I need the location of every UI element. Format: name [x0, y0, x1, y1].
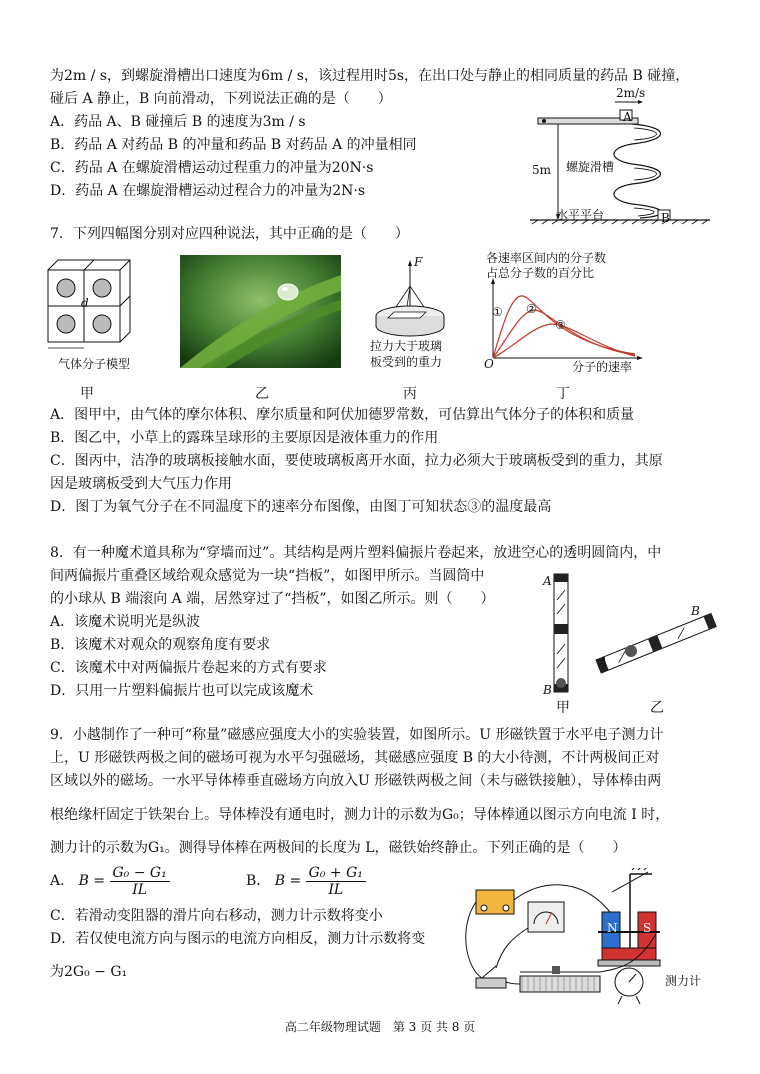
- q8-option-d: D．只用一片塑料偏振片也可以完成该魔术: [50, 683, 314, 699]
- q7-ding-title-2: 占总分子数的百分比: [486, 266, 595, 280]
- q9-option-a-prefix: A．: [50, 873, 75, 889]
- q7-ding-curve-2: ②: [526, 302, 537, 316]
- q9-line3: 区域以外的磁场。一水平导体棒垂直磁场方向放入U 形磁铁两极之间（未与磁铁接触），导体棒由两: [50, 773, 662, 789]
- q8-tilted-b-label: B: [691, 604, 700, 618]
- q7-ding-label: 丁: [556, 386, 570, 402]
- q9-option-b-denominator: IL: [328, 881, 344, 898]
- q7-option-d: D．图丁为氧气分子在不同温度下的速率分布图像，由图丁可知状态③的温度最高: [50, 499, 552, 515]
- q6-option-c: C．药品 A 在螺旋滑槽运动过程重力的冲量为20N·s: [50, 160, 374, 176]
- q7-ding-origin: O: [484, 357, 494, 371]
- q8-yi-label: 乙: [650, 700, 664, 716]
- q8-line1: 8．有一种魔术道具称为“穿墙而过”。其结构是两片塑料偏振片卷起来，放进空心的透明圆筒内，中: [50, 545, 662, 561]
- q6-line2: 碰后 A 静止，B 向前滑动，下列说法正确的是（ ）: [50, 91, 392, 107]
- q7-ding-curve-1: ①: [492, 305, 503, 319]
- q9-magnet-n-label: N: [607, 921, 618, 935]
- q9-option-b: [246, 864, 366, 898]
- q9-option-a-numerator: G₀ − G₁: [110, 865, 170, 882]
- page-footer: 高二年级物理试题 第 3 页 共 8 页: [284, 1020, 476, 1034]
- q7-jia-caption: 气体分子模型: [58, 357, 131, 371]
- q7-bing-caption-2: 板受到的重力: [370, 355, 443, 369]
- q7-option-c: C．图丙中，洁净的玻璃板接触水面，要使玻璃板离开水面，拉力必须大于玻璃板受到的重力，其原: [50, 453, 663, 469]
- q9-option-b-numerator: G₀ + G₁: [306, 865, 366, 882]
- q6-platform-label: 水平平台: [556, 208, 605, 222]
- q8-tilted-a-label: A: [599, 655, 608, 669]
- q6-height-label: 5m: [532, 163, 552, 177]
- q7-option-c-cont: 因是玻璃板受到大气压力作用: [50, 476, 232, 492]
- q8-option-a: A．该魔术说明光是纵波: [50, 614, 201, 630]
- q8-tube-b-label: B: [543, 683, 552, 697]
- q6-block-a-label: A: [623, 110, 632, 124]
- q7-yi-label: 乙: [255, 386, 269, 402]
- q7-option-a: A．图甲中，由气体的摩尔体积、摩尔质量和阿伏加德罗常数，可估算出气体分子的体积和质量: [50, 407, 635, 423]
- q9-line2: 上，U 形磁铁两极之间的磁场可视为水平匀强磁场，其磁感应强度 B 的大小待测，不计两极间正对: [50, 750, 660, 766]
- q9-option-b-lhs: B =: [274, 873, 302, 889]
- q6-option-a: A．药品 A、B 碰撞后 B 的速度为3m / s: [50, 114, 306, 130]
- q7-option-b: B．图乙中，小草上的露珠呈球形的主要原因是液体重力的作用: [50, 430, 439, 446]
- q6-option-b: B．药品 A 对药品 B 的冲量和药品 B 对药品 A 的冲量相同: [50, 137, 417, 153]
- q8-option-b: B．该魔术对观众的观察角度有要求: [50, 637, 271, 653]
- q6-line1: 为2m / s，到螺旋滑槽出口速度为6m / s，该过程用时5s，在出口处与静止的相同质量的药品 B 碰撞，: [50, 68, 690, 84]
- polarizer-tube-figure: [538, 570, 718, 700]
- q8-tube-a-label: A: [543, 574, 552, 588]
- q9-option-a-denominator: IL: [132, 881, 148, 898]
- q9-option-d-cont: 为2G₀ − G₁: [50, 964, 128, 980]
- q8-jia-label: 甲: [556, 700, 570, 716]
- q9-option-b-prefix: B．: [246, 873, 271, 889]
- q9-option-c: C．若滑动变阻器的滑片向右移动，测力计示数将变小: [50, 908, 383, 924]
- q8-line2: 间两偏振片重叠区域给观众感觉为一块“挡板”，如图甲所示。当圆筒中: [50, 568, 485, 584]
- q7-bing-label: 丙: [403, 386, 417, 402]
- q9-option-b-fraction: [306, 865, 366, 898]
- q9-line1: 9．小越制作了一种可“称量”磁感应强度大小的实验装置，如图所示。U 形磁铁置于水平电子测力计: [50, 727, 664, 743]
- q9-option-a: [50, 864, 170, 898]
- q7-jia-label: 甲: [80, 386, 94, 402]
- q9-line4: 根绝缘杆固定于铁架台上。导体棒没有通电时，测力计的示数为G₀；导体棒通以图示方向电流 I 时，: [50, 807, 670, 823]
- q9-magnet-s-label: S: [643, 921, 652, 935]
- q7-ding-xlabel: 分子的速率: [572, 360, 633, 374]
- glass-plate-water-figure: [368, 256, 458, 346]
- gas-molecule-model-figure: [44, 256, 134, 352]
- q6-slide-label: 螺旋滑槽: [566, 160, 615, 174]
- q7-stem: 7．下列四幅图分别对应四种说法，其中正确的是（ ）: [50, 226, 409, 242]
- q9-option-a-lhs: B =: [78, 873, 106, 889]
- q7-ding-title-1: 各速率区间内的分子数: [486, 251, 607, 265]
- q6-block-b-label: B: [661, 211, 670, 225]
- q6-option-d: D．药品 A 在螺旋滑槽运动过程合力的冲量为2N·s: [50, 183, 366, 199]
- q9-option-d: D．若仅使电流方向与图示的电流方向相反，测力计示数将变: [50, 931, 426, 947]
- q6-speed-label: 2m/s: [616, 86, 646, 100]
- q7-bing-caption-1: 拉力大于玻璃: [370, 339, 443, 353]
- q8-line3: 的小球从 B 端滚向 A 端，居然穿过了“挡板”，如图乙所示。则（ ）: [50, 591, 495, 607]
- dew-on-grass-photo: [180, 255, 341, 368]
- q9-option-a-fraction: [110, 865, 170, 898]
- spiral-slide-figure: [520, 82, 715, 232]
- q9-line5: 测力计的示数为G₁。测得导体棒在两极间的长度为 L，磁铁始终静止。下列正确的是（ ）: [50, 840, 627, 856]
- q9-meter-label: 测力计: [665, 974, 702, 988]
- q7-bing-force-label: F: [414, 255, 423, 269]
- q7-jia-d-label: d: [81, 296, 89, 310]
- q7-ding-curve-3: ③: [555, 318, 566, 332]
- q8-option-c: C．该魔术中对两偏振片卷起来的方式有要求: [50, 660, 327, 676]
